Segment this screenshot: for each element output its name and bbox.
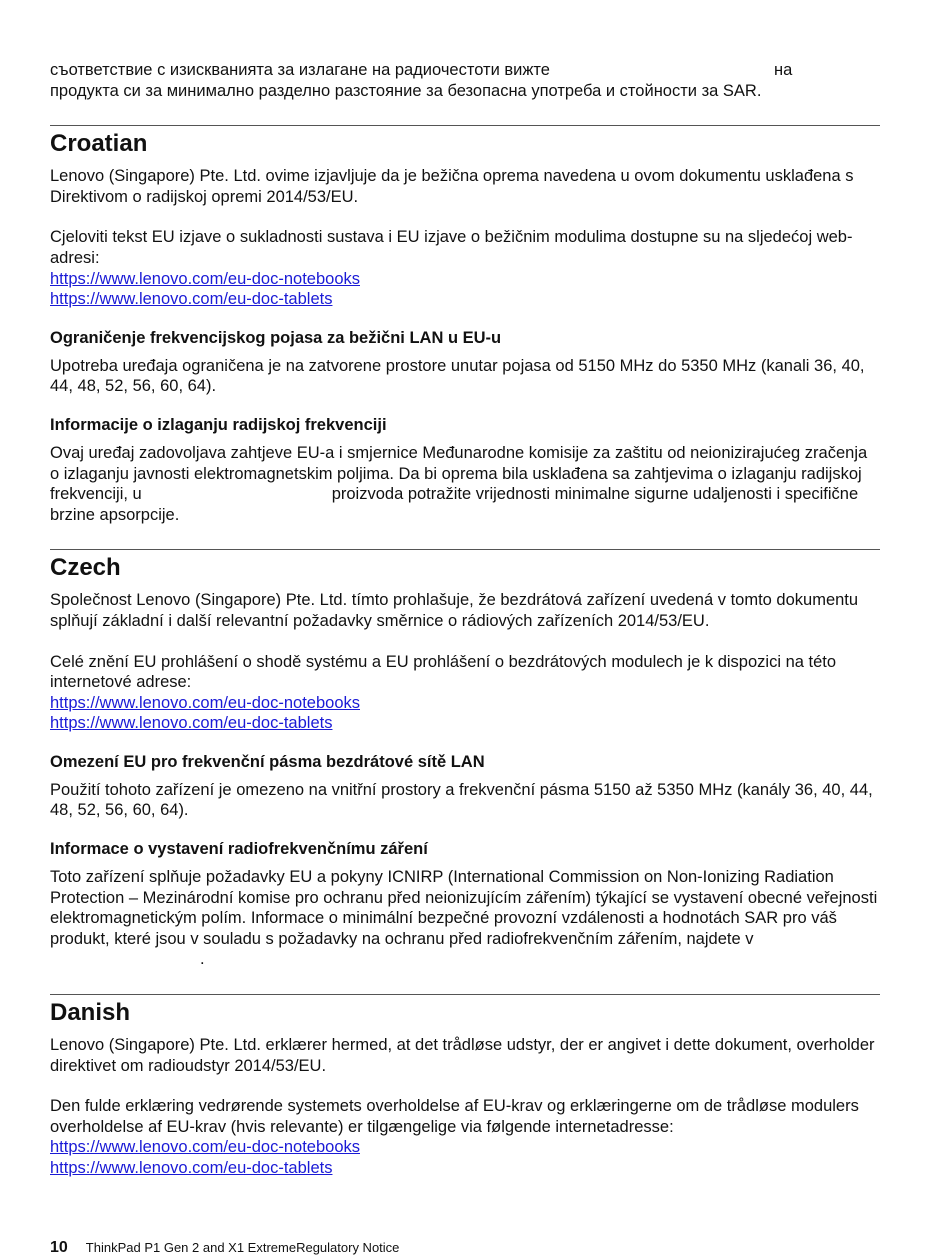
band-restriction-paragraph: Použití tohoto zařízení je omezeno na vnitřní prostory a frekvenční pásma 5150 až 5350 MHz (kanály 36, 40, 44, 48, 52, 56, 60, 64). (50, 780, 873, 820)
rf-exposure-paragraph (50, 867, 880, 970)
eu-doc-notebooks-link[interactable]: https://www.lenovo.com/eu-doc-notebooks (50, 269, 360, 288)
subheading-rf-exposure: Informacije o izlaganju radijskoj frekvenciji (50, 415, 387, 434)
section-title: Danish (50, 999, 131, 1027)
page-footer (50, 1238, 399, 1258)
eu-doc-paragraph: Cjeloviti tekst EU izjave o sukladnosti sustava i EU izjave o bežičnim modulima dostupne su na sljedećoj web-adresi: (50, 228, 853, 267)
eu-doc-notebooks-link[interactable]: https://www.lenovo.com/eu-doc-notebooks (50, 693, 360, 712)
subheading-rf-exposure: Informace o vystavení radiofrekvenčnímu záření (50, 840, 428, 859)
section-croatian (50, 129, 880, 525)
bulgarian-tail (50, 60, 880, 101)
section-czech (50, 553, 880, 970)
band-restriction-paragraph: Upotreba uređaja ograničena je na zatvorene prostore unutar pojasa od 5150 MHz do 5350 MHz (kanali 36, 40, 44, 48, 52, 56, 60, 64). (50, 356, 865, 396)
document-page (50, 60, 880, 1179)
eu-doc-notebooks-link[interactable]: https://www.lenovo.com/eu-doc-notebooks (50, 1138, 360, 1157)
declaration-paragraph: Společnost Lenovo (Singapore) Pte. Ltd. tímto prohlašuje, že bezdrátová zařízení uvedená v tomto dokumentu splňují základní i další relevantní požadavky směrnice o rádiových zařízeních 2014/53/EU. (50, 591, 859, 630)
bg-line-2: продукта си за минимално разделно разстояние за безопасна употреба и стойности за SAR. (50, 81, 762, 100)
subheading-band-restriction: Omezení EU pro frekvenční pásma bezdrátové sítě LAN (50, 752, 485, 771)
section-danish (50, 998, 880, 1179)
declaration-paragraph: Lenovo (Singapore) Pte. Ltd. erklærer hermed, at det trådløse udstyr, der er angivet i dette dokument, overholder direktivet om radioudstyr 2014/53/EU. (50, 1036, 875, 1075)
bg-line-1-end: на (773, 61, 793, 79)
bg-line-1 (50, 60, 880, 81)
rf-exposure-paragraph (50, 443, 880, 525)
bg-line-1-text: съответствие с изискванията за излагане на радиочестоти вижте (50, 61, 550, 79)
eu-doc-tablets-link[interactable]: https://www.lenovo.com/eu-doc-tablets (50, 1159, 333, 1177)
subheading-band-restriction: Ograničenje frekvencijskog pojasa za bežični LAN u EU-u (50, 328, 502, 347)
page-number: 10 (50, 1239, 68, 1256)
section-title: Czech (50, 554, 121, 582)
rf-text-part-1: Ovaj uređaj zadovoljava zahtjeve EU-a i smjernice Međunarodne komisije za zaštitu od neionizirajućeg zračenja o izlaganju javnosti elektromagnetskim poljima. Da bi oprema bila usklađena sa zahtjevima o izlaganju radijskoj frekvenciji, u (50, 443, 868, 504)
eu-doc-paragraph: Celé znění EU prohlášení o shodě systému a EU prohlášení o bezdrátových modulech je k dispozici na této internetové adrese: (50, 652, 837, 692)
eu-doc-tablets-link[interactable]: https://www.lenovo.com/eu-doc-tablets (50, 714, 333, 733)
rf-text-part-1: Toto zařízení splňuje požadavky EU a pokyny ICNIRP (International Commission on Non-Ionizing Radiation Protection – Mezinárodní komise pro ochranu před neionizujícím zářením) týkající se vystavení obecné veřejnosti elektromagnetickým polím. Informace o minimální bezpečné provozní vzdálenosti a hodnotách SAR pro váš produkt, které jsou v souladu s požadavky na ochranu před radiofrekvenčním zářením, najdete v (50, 868, 878, 948)
declaration-paragraph: Lenovo (Singapore) Pte. Ltd. ovime izjavljuje da je bežična oprema navedena u ovom dokumentu usklađena s Direktivom o radijskoj opremi 2014/53/EU. (50, 167, 854, 206)
rf-text-part-2: proizvoda potražite vrijednosti minimalne sigurne udaljenosti i specifične brzine apsorpcije. (50, 485, 859, 524)
eu-doc-paragraph: Den fulde erklæring vedrørende systemets overholdelse af EU-krav og erklæringerne om de trådløse modulers overholdelse af EU-krav (hvis relevante) er tilgængelige via følgende internetadresse: (50, 1097, 859, 1136)
document-title: ThinkPad P1 Gen 2 and X1 ExtremeRegulatory Notice (85, 1240, 400, 1255)
section-title: Croatian (50, 130, 148, 158)
eu-doc-tablets-link[interactable]: https://www.lenovo.com/eu-doc-tablets (50, 290, 333, 309)
rf-text-part-2: . (200, 950, 205, 969)
